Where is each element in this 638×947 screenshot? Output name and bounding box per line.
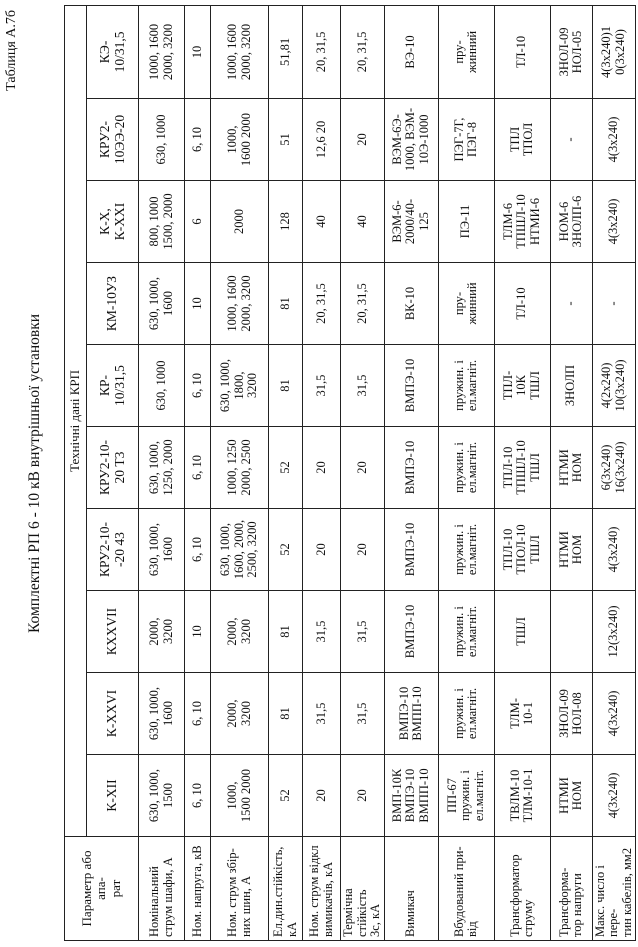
model-header: КЭ- 10/31,5	[87, 5, 139, 98]
table-body	[139, 5, 636, 940]
table-row	[269, 5, 303, 940]
model-header: КМ-10УЗ	[87, 263, 139, 345]
value-cell: ВЭМ-6Э- 1000, ВЭМ- 10Э-1000	[384, 99, 438, 181]
table-row	[185, 5, 211, 940]
param-cell: Трансформатор струму	[494, 837, 550, 941]
value-cell: 4(3х240)1 0(3х240)	[592, 5, 636, 98]
param-cell: Ел.дин.стійкість, кА	[269, 837, 303, 941]
value-cell: НТМИ НОМ	[550, 427, 592, 509]
value-cell: 20	[303, 427, 341, 509]
value-cell: 40	[341, 181, 385, 263]
value-cell: 1000, 1600 2000, 3200	[211, 5, 269, 98]
value-cell: 4(3х240)	[592, 755, 636, 837]
param-cell: Ном. струм відкл вимикачів, кА	[303, 837, 341, 941]
value-cell: ПП-67 пружин. і ел.магніт.	[438, 755, 494, 837]
model-header: К-Х, К-XXI	[87, 181, 139, 263]
value-cell: ТЛ-10	[494, 5, 550, 98]
value-cell: ТПЛ ТПОЛ	[494, 99, 550, 181]
table-caption: Комплектні РП 6 - 10 кВ внутрішньої установки	[26, 313, 43, 634]
value-cell: ВК-10	[384, 263, 438, 345]
value-cell: 31,5	[341, 673, 385, 755]
specs-table	[64, 5, 636, 941]
value-cell: ПЭ-11	[438, 181, 494, 263]
value-cell: 20, 31,5	[341, 263, 385, 345]
table-row	[303, 5, 341, 940]
value-cell: ВМПЭ-10	[384, 509, 438, 591]
table-row	[211, 5, 269, 940]
value-cell: ТЛ-10	[494, 263, 550, 345]
value-cell: 2000, 3200	[211, 673, 269, 755]
value-cell: 10	[185, 263, 211, 345]
param-cell: Трансформа- тор напруги	[550, 837, 592, 941]
table-number: Таблиця А.7б	[4, 10, 19, 91]
value-cell: 4(3х240)	[592, 181, 636, 263]
value-cell: 4(3х240)	[592, 99, 636, 181]
value-cell: ПЭГ-7Г, ПЭГ-8	[438, 99, 494, 181]
value-cell: ТЛМ-6 ТПШЛ-10 НТМИ-6	[494, 181, 550, 263]
value-cell: 630, 1000	[139, 345, 185, 427]
value-cell: 12,6 20	[303, 99, 341, 181]
value-cell: 52	[269, 427, 303, 509]
value-cell: пружин. і ел.магніт.	[438, 509, 494, 591]
value-cell: 6, 10	[185, 427, 211, 509]
model-header: К-XXVI	[87, 673, 139, 755]
value-cell: 81	[269, 591, 303, 673]
value-cell: ТПЛ-10 ТПШЛ-10 ТШЛ	[494, 427, 550, 509]
value-cell: 31,5	[303, 345, 341, 427]
value-cell: ТПЛ- 10К ТШЛ	[494, 345, 550, 427]
table-row	[494, 5, 550, 940]
value-cell: -	[550, 263, 592, 345]
value-cell: 4(3х240)	[592, 509, 636, 591]
value-cell: пружин. і ел.магніт.	[438, 427, 494, 509]
value-cell: ТПЛ-10 ТПОЛ-10 ТШЛ	[494, 509, 550, 591]
value-cell: пружин. і ел.магніт.	[438, 345, 494, 427]
value-cell: -	[592, 263, 636, 345]
value-cell: 51,81	[269, 5, 303, 98]
value-cell: пру- жинний	[438, 263, 494, 345]
model-header-row	[87, 5, 139, 940]
value-cell: 6, 10	[185, 673, 211, 755]
value-cell: 31,5	[303, 591, 341, 673]
value-cell: НТМИ НОМ	[550, 509, 592, 591]
value-cell: 20	[341, 427, 385, 509]
table-row	[384, 5, 438, 940]
value-cell: 630, 1000	[139, 99, 185, 181]
value-cell: 10	[185, 591, 211, 673]
value-cell: 20, 31,5	[303, 5, 341, 98]
value-cell: 630, 1000, 1600, 2000, 2500, 3200	[211, 509, 269, 591]
group-header: Технічні дані КРП	[65, 5, 87, 836]
value-cell: ВМПЭ-10	[384, 591, 438, 673]
value-cell: 12(3х240)	[592, 591, 636, 673]
value-cell: 31,5	[341, 591, 385, 673]
value-cell: 1000, 1600 2000	[211, 99, 269, 181]
param-cell: Термічна стійкість 3с, кА	[341, 837, 385, 941]
value-cell: НТМИ НОМ	[550, 755, 592, 837]
value-cell: 31,5	[341, 345, 385, 427]
value-cell: ТВЛМ-10 ТЛМ-10-1	[494, 755, 550, 837]
value-cell: 81	[269, 263, 303, 345]
value-cell: 31,5	[303, 673, 341, 755]
value-cell: 630, 1000, 1500	[139, 755, 185, 837]
value-cell: 1000, 1500 2000	[211, 755, 269, 837]
value-cell: 2000, 3200	[139, 591, 185, 673]
value-cell: 52	[269, 755, 303, 837]
value-cell: 6(3х240) 16(3х240)	[592, 427, 636, 509]
table-row	[438, 5, 494, 940]
value-cell: ВМПЭ-10	[384, 427, 438, 509]
value-cell: 630, 1000, 1600	[139, 509, 185, 591]
value-cell: 20, 31,5	[341, 5, 385, 98]
table-row	[550, 5, 592, 940]
value-cell: 4(2х240) 10(3х240)	[592, 345, 636, 427]
value-cell: 1000, 1600 2000, 3200	[139, 5, 185, 98]
value-cell: 10	[185, 5, 211, 98]
value-cell: пру- жинний	[438, 5, 494, 98]
value-cell: ВМПЭ-10 ВМПП-10	[384, 673, 438, 755]
value-cell: ТЛМ- 10-1	[494, 673, 550, 755]
param-header: Параметр або апа- рат	[65, 837, 139, 941]
value-cell: ЗНОЛ-09 НОЛ-05	[550, 5, 592, 98]
value-cell: 630, 1000, 1600	[139, 673, 185, 755]
value-cell: 20	[303, 509, 341, 591]
model-header: КР- 10/31,5	[87, 345, 139, 427]
value-cell: ВМП-10К ВМПЭ-10 ВМПП-10	[384, 755, 438, 837]
value-cell: ЗНОЛП	[550, 345, 592, 427]
value-cell: 2000, 3200	[211, 591, 269, 673]
value-cell: 81	[269, 673, 303, 755]
value-cell: ВЭМ-6- 2000/40- 125	[384, 181, 438, 263]
param-cell: Макс. число і пере- тин кабелів, мм2	[592, 837, 636, 941]
value-cell: 20	[341, 509, 385, 591]
value-cell: 630, 1000, 1800, 3200	[211, 345, 269, 427]
value-cell: пружин. і ел.магніт.	[438, 673, 494, 755]
value-cell: 52	[269, 509, 303, 591]
value-cell: 6, 10	[185, 99, 211, 181]
model-header: К-XII	[87, 755, 139, 837]
param-cell: Вбудований при- від	[438, 837, 494, 941]
param-cell: Номінальний струм шафи, А	[139, 837, 185, 941]
value-cell: -	[550, 99, 592, 181]
param-cell: Вимикач	[384, 837, 438, 941]
param-cell: Ном. струм збір- них шин, А	[211, 837, 269, 941]
value-cell: 20	[341, 755, 385, 837]
value-cell: 800, 1000 1500, 2000	[139, 181, 185, 263]
table-row	[139, 5, 185, 940]
value-cell: 6, 10	[185, 345, 211, 427]
value-cell: 4(3х240)	[592, 673, 636, 755]
value-cell: пружин. і ел.магніт.	[438, 591, 494, 673]
model-header: КXXVII	[87, 591, 139, 673]
table-row	[592, 5, 636, 940]
value-cell	[550, 591, 592, 673]
value-cell: 1000, 1250 2000, 2500	[211, 427, 269, 509]
value-cell: 6, 10	[185, 755, 211, 837]
param-cell: Ном. напруга, кВ	[185, 837, 211, 941]
value-cell: 20	[341, 99, 385, 181]
value-cell: ВЭ-10	[384, 5, 438, 98]
value-cell: 6	[185, 181, 211, 263]
value-cell: НОМ-6 ЗНОЛП-6	[550, 181, 592, 263]
model-header: КРУ2-10- 20 Т3	[87, 427, 139, 509]
value-cell: 128	[269, 181, 303, 263]
model-header: КРУ2- 10ЭЭ-20	[87, 99, 139, 181]
value-cell: 1000, 1600 2000, 3200	[211, 263, 269, 345]
value-cell: 630, 1000, 1250, 2000	[139, 427, 185, 509]
value-cell: 40	[303, 181, 341, 263]
value-cell: 51	[269, 99, 303, 181]
value-cell: ТШЛ	[494, 591, 550, 673]
value-cell: 630, 1000, 1600	[139, 263, 185, 345]
model-header: КРУ2-10- -20 43	[87, 509, 139, 591]
value-cell: 81	[269, 345, 303, 427]
value-cell: 6, 10	[185, 509, 211, 591]
value-cell: 20, 31,5	[303, 263, 341, 345]
value-cell: ЗНОЛ-09 НОЛ-08	[550, 673, 592, 755]
value-cell: 2000	[211, 181, 269, 263]
table-row	[341, 5, 385, 940]
value-cell: ВМПЭ-10	[384, 345, 438, 427]
value-cell: 20	[303, 755, 341, 837]
